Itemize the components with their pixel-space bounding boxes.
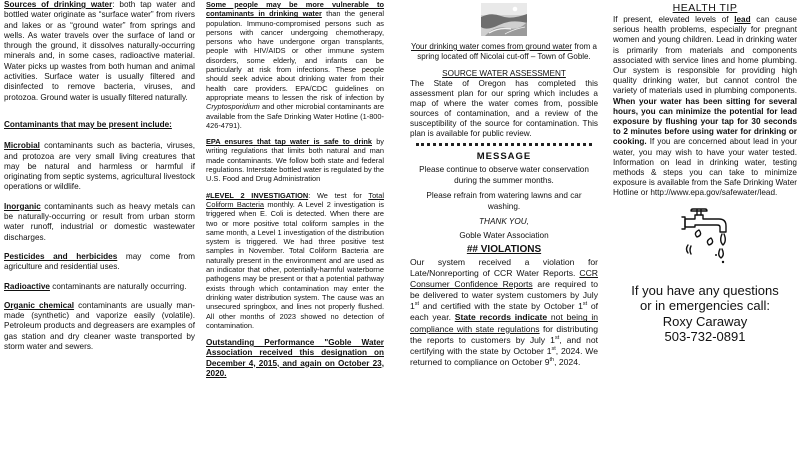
lead-term: lead	[734, 15, 751, 24]
epa-heading: EPA ensures that tap water is safe to drink	[206, 137, 373, 147]
ordinal-st: st	[414, 301, 420, 308]
assessment-text: The State of Oregon has completed this assessment plan for our spring which includes a map of where the water comes from, possible sources of contamination, and a review of the susceptibility of the source for contamination. This plan is available for public review.	[410, 79, 598, 138]
radioactive-paragraph	[4, 282, 195, 292]
inorganic-text: contaminants such as heavy metals can be naturally-occurring or result from urban storm water runoff, industrial or domestic wastewater discharges.	[4, 201, 195, 242]
contact-phone: 503-732-0891	[664, 329, 746, 345]
violations-paragraph	[410, 257, 598, 368]
radioactive-text: contaminants are naturally occurring.	[49, 281, 187, 291]
contaminants-heading: Contaminants that may be present include:	[4, 119, 172, 129]
message-heading: MESSAGE	[476, 151, 532, 162]
column-contaminant-sources	[4, 0, 195, 453]
violations-text-f: for distributing the reports to customers by July 1	[410, 323, 598, 345]
microbial-term: Microbial	[4, 141, 40, 151]
state-records-term: State records indicate	[454, 312, 548, 323]
health-tip-text-b: can cause serious health problems, especially for pregnant women and young children. Lead in drinking water is primarily from materials and components associated with service lines and home plumbing. Our system is responsible for providing high quality drinking water, but cannot control the variety of materials used in plumbing components.	[613, 15, 797, 96]
association-signoff: Goble Water Association	[459, 230, 549, 240]
health-tip-text-c: If you are concerned about lead in your water, you may wish to have your water tested. Information on lead in drinking water, testing methods & steps you can take to minimize exposure is available from the Safe Drinking Water Hotline or http://www.epa.gov/safewater/lead.	[613, 137, 797, 198]
total-coliform-term: Total Coliform Bacteria	[206, 190, 384, 209]
river-photo-image	[481, 3, 527, 36]
message-conservation: Please continue to observe water conservation during the summer months.	[419, 165, 589, 185]
pesticides-text: may come from agriculture and residential uses.	[4, 251, 195, 272]
microbial-paragraph	[4, 141, 195, 192]
organic-paragraph	[4, 301, 195, 352]
ordinal-st: st	[551, 345, 556, 352]
thank-you-text: THANK YOU,	[479, 217, 529, 226]
violations-text-d: of each year.	[410, 301, 598, 323]
faucet-illustration	[613, 199, 797, 271]
water-source-caption-rest: from a spring located off Nicolai cut-off – Town of Goble.	[417, 42, 598, 61]
health-tip-flushing-advice: When your water has been sitting for several hours, you can minimize the potential for lead exposure by flushing your tap for 30 seconds to 2 minutes before using water for drinking or cooking.	[613, 96, 797, 147]
vulnerable-text-a: than the general population. Immuno-compromised persons such as persons with cancer undergoing chemotherapy, persons who have undergone organ transplants, people with HIV/AIDS or other immune system disorders, some elderly, and infants can be particularly at risk from infections. These people should seek advice about drinking water from their health care providers. EPA/CDC guidelines on appropriate means to lessen the risk of infection by	[206, 9, 384, 102]
epa-paragraph	[206, 137, 384, 183]
vulnerable-heading: Some people may be more vulnerable to contaminants in drinking water	[206, 0, 384, 19]
dotted-divider	[416, 143, 592, 146]
inorganic-paragraph	[4, 202, 195, 243]
level2-paragraph	[206, 191, 384, 330]
vulnerable-text-b: and other microbial contaminants are available from the Safe Drinking Water Hotline (1-800-426-4791).	[206, 102, 384, 130]
column-regulations	[206, 0, 384, 453]
violations-text-c: and certified with the state by October 1	[419, 301, 583, 312]
organic-term: Organic chemical	[4, 300, 75, 310]
contact-line-1: If you have any questions	[631, 282, 779, 298]
inorganic-term: Inorganic	[4, 201, 41, 211]
health-tip-heading: HEALTH TIP	[672, 2, 738, 14]
water-source-caption	[410, 42, 598, 62]
ccr-reports-term: CCR Consumer Confidence Reports	[410, 268, 598, 290]
level2-text-b: monthly. A Level 2 investigation is triggered when E. Coli is detected. When there are two or more positive total coliform samples in the same month, a Level 1 investigation of the distribution system is triggered. We had three positive test samples in November. Total Coliform Bacteria are naturally present in the environment and are used as an indicator that other, potentially-harmful waterborne pathogens may be present or that a potential pathway exists through which contamination may enter the drinking water distribution system. The cause was an unsecured springbox, and lines not properly flushed. All other months of 2023 showed no detection of contamination.	[206, 199, 384, 330]
contact-name: Roxy Caraway	[662, 313, 748, 329]
microbial-text: contaminants such as bacteria, viruses, and protozoa are very small living creatures that may be natural and harmless or harmful if originating from septic systems, agricultural livestock operations or wildlife.	[4, 141, 195, 192]
sources-heading: Sources of drinking water	[4, 0, 113, 9]
sources-text: : both tap water and bottled water originate as “surface water” from rivers and lakes or as “ground water” from springs and wells. As water travels over the surface of land or through the ground, it dissolves naturally-occurring minerals and, in some cases, radioactive material. Water picks up wastes from both human and animal activities. Surface water is usually filtered and disinfected to remove bacteria, viruses, and protozoa. Ground water is usually filtered naturally.	[4, 0, 195, 102]
pesticides-paragraph	[4, 252, 195, 273]
outstanding-heading: Outstanding Performance	[206, 338, 325, 348]
column-health-tip	[613, 0, 797, 453]
violations-text-e: not being in compliance with state regulations	[410, 312, 599, 334]
pesticides-term: Pesticides and herbicides	[4, 251, 118, 261]
sources-paragraph	[4, 0, 195, 103]
violations-text-i: , 2024.	[554, 356, 581, 367]
violations-heading: ## VIOLATIONS	[466, 244, 542, 255]
assessment-heading: SOURCE WATER ASSESSMENT	[442, 69, 566, 78]
ordinal-th: th	[549, 356, 555, 363]
health-tip-paragraph	[613, 15, 797, 199]
water-source-caption-underlined: Your drinking water comes from ground water	[410, 42, 573, 51]
level2-text-a: : We test for	[308, 190, 369, 200]
ordinal-st: st	[554, 334, 560, 341]
emergency-contact	[613, 283, 797, 345]
faucet-icon	[679, 205, 731, 265]
outstanding-text: "Goble Water Association received this designation on December 4, 2015, and again on October 23, 2020.	[206, 338, 384, 378]
epa-text: by writing regulations that limits both natural and man made contaminants. We follow both state and federal regulations. Interstate bottled water is regulated by the U.S. Food and Drug Administration	[206, 137, 385, 184]
vulnerable-paragraph	[206, 0, 384, 130]
radioactive-term: Radioactive	[4, 281, 50, 291]
violations-text-h: , 2024. We returned to compliance on October 9	[410, 345, 598, 367]
outstanding-paragraph	[206, 338, 384, 379]
violations-text-a: Our system received a violation for Late/Nonreporting of CCR Water Reports.	[410, 257, 598, 279]
cryptosporidium-term: Cryptosporidium	[206, 102, 260, 112]
contact-line-2: or in emergencies call:	[639, 298, 771, 314]
organic-text: contaminants are usually man-made (synthetic) and vaporize easily (volatile). Petroleum products and degreasers are examples of gas station and dry cleaner waste transported by storm water and sewers.	[4, 300, 195, 352]
message-no-watering: Please refrain from watering lawns and car washing.	[426, 191, 582, 211]
ordinal-st: st	[582, 301, 588, 308]
violations-text-b: are required to be delivered to water system customers by July 1	[410, 279, 599, 312]
level2-heading: #LEVEL 2 INVESTIGATION	[206, 190, 309, 200]
health-tip-text-a: If present, elevated levels of	[613, 15, 735, 24]
violations-text-g: , and not certifying with the state by October 1	[410, 334, 598, 356]
column-source-and-violations	[410, 0, 598, 453]
